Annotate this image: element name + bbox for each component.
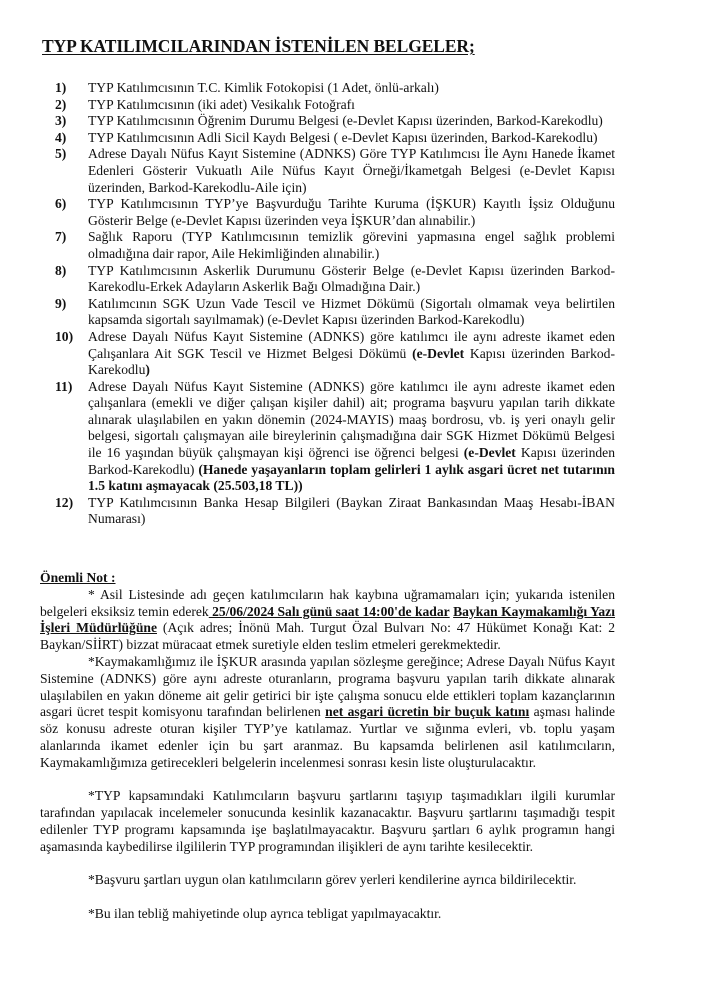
item-text-part: Kapısı üzerinden Barkod-Karekodlu) (88, 445, 615, 477)
note-text: (Açık adres; İnönü Mah. Turgut Özal Bulvarı No: 47 Hükümet Konağı Kat: 2 Baykan/SİİRT) bizzat müracaat etmek suretiyle elden teslim etmeleri gerekmektedir. (40, 620, 615, 653)
item-number: 8) (55, 262, 67, 278)
item-number: 12) (55, 494, 74, 510)
item-text: TYP Katılımcısının TYP’ye Başvurduğu Tarihte Kuruma (İŞKUR) Kayıtlı İşsiz Olduğunu Gösterir Belge (e-Devlet Kapısı üzerinden veya İŞKUR’dan alınabilir.) (88, 196, 615, 228)
item-text: TYP Katılımcısının Askerlik Durumunu Gösterir Belge (e-Devlet Kapısı üzerinden Barkod-Karekodlu-Erkek Adayların Askerlik Bağı Olmadığına Dair.) (88, 262, 615, 295)
item-text: Sağlık Raporu (TYP Katılımcısının temizlik görevini yapmasına engel sağlık problemi olmadığına dair rapor, Aile Hekimliğinden alınabilir.) (88, 229, 615, 261)
income-threshold-text: net asgari ücretin bir buçuk katını (325, 704, 530, 720)
item-text: TYP Katılımcısının Öğrenim Durumu Belgesi (e-Devlet Kapısı üzerinden, Barkod-Karekodlu) (88, 113, 603, 129)
required-documents-list (55, 80, 615, 528)
item-number: 2) (55, 96, 67, 112)
note-paragraph-1 (40, 587, 615, 654)
list-item (55, 196, 615, 229)
item-number: 9) (55, 295, 67, 311)
item-text (88, 379, 615, 495)
item-number: 3) (55, 113, 67, 129)
list-item (55, 130, 615, 147)
list-item (55, 296, 615, 329)
important-note-section (40, 570, 615, 923)
list-item (55, 80, 615, 97)
item-text (88, 329, 615, 379)
list-item (55, 146, 615, 196)
list-item (55, 97, 615, 114)
item-text-part: Kapısı üzerinden Barkod-Karekodlu (88, 345, 615, 378)
list-item (55, 263, 615, 296)
item-text-bold: (e-Devlet (412, 345, 465, 361)
item-text: TYP Katılımcısının Banka Hesap Bilgileri (Baykan Ziraat Bankasından Maaş Hesabı-İBAN Numarası) (88, 494, 615, 527)
item-text: TYP Katılımcısının T.C. Kimlik Fotokopisi (1 Adet, önlü-arkalı) (88, 80, 439, 95)
list-item (55, 329, 615, 379)
item-number: 6) (55, 196, 67, 212)
item-number: 7) (55, 229, 67, 245)
note-text: aşması halinde söz konusu adreste oturan kişiler TYP’ye katılamaz. Yurtlar ve sığınma evleri, vb. toplu yaşam alanlarında ikamet edenler için bu şart aranmaz. Bu kapsamda belirlenen asil katılımcıların, Kaymakamlığımıza getirecekleri belgelerin incelenmesi sonrası kesin liste oluşturulacaktır. (40, 704, 616, 770)
income-limit-text: (Hanede yaşayanların toplam gelirleri 1 aylık asgari ücret net tutarının 1.5 katını aşmayacak (25.503,18 TL)) (88, 461, 615, 494)
item-text: Katılımcının SGK Uzun Vade Tescil ve Hizmet Dökümü (Sigortalı olmamak veya belirtilen kapsamda sigortalı sayılmamak) (e-Devlet Kapısı üzerinden Barkod-Karekodlu) (88, 295, 615, 328)
item-text: Adrese Dayalı Nüfus Kayıt Sistemine (ADNKS) Göre TYP Katılımcısı İle Aynı Hanede İkamet Edenleri Gösterir Vukuatlı Aile Nüfus Kayıt Örneği/İkametgah Belgesi (e-Devlet Kapısı üzerinden, Barkod-Karekodlu-Aile için) (88, 146, 615, 195)
item-text-bold: (e-Devlet (463, 445, 516, 461)
item-number: 5) (55, 146, 67, 162)
item-text: TYP Katılımcısının (iki adet) Vesikalık Fotoğrafı (88, 96, 355, 112)
item-text-bold: ) (145, 362, 150, 378)
note-text: *Kaymakamlığımız ile İŞKUR arasında yapılan sözleşme gereğince; Adrese Dayalı Nüfus Kayıt Sistemine (ADNKS) göre aynı adreste oturanların, programa başvuru yapılan tarih dikkate alınarak ulaşılabilen en yakın döneme ait gelir getirici bir işte çalışma sonucu elde ettikleri toplam kazançlarının asgari ücret tespit komisyonu tarafından belirlenen (40, 653, 615, 720)
item-number: 11) (55, 378, 73, 394)
note-paragraph-3: *TYP kapsamındaki Katılımcıların başvuru şartlarını taşıyıp taşımadıkları ilgili kurumlar tarafından yapılacak incelemeler sonucunda kesinlik kazanacaktır. Başvuru şartlarını taşımadığı tespit edilenler TYP programı kapsamında işe başlatılmayacaktır. Başvuru şartları 6 aylık programın hangi aşamasında kaybedilirse ilgililerin TYP programından ilişikleri de aynı tarihte kesilecektir. (40, 788, 615, 854)
office-text: Baykan Kaymakamlığı Yazı İşleri Müdürlüğüne (40, 603, 615, 636)
note-paragraph-4: *Başvuru şartları uygun olan katılımcıların görev yerleri kendilerine ayrıca bildirilecektir. (88, 872, 577, 888)
item-text-part: Adrese Dayalı Nüfus Kayıt Sistemine (ADNKS) göre katılımcı ile aynı adreste ikamet eden Çalışanlara Ait SGK Tescil ve Hizmet Belgesi Dökümü (88, 328, 615, 361)
item-number: 10) (55, 328, 74, 344)
item-number: 4) (55, 129, 67, 145)
list-item (55, 495, 615, 528)
deadline-text: 25/06/2024 Salı günü saat 14:00'de kadar (208, 603, 450, 619)
item-text: TYP Katılımcısının Adli Sicil Kaydı Belgesi ( e-Devlet Kapısı üzerinden, Barkod-Karekodlu) (88, 129, 598, 145)
note-heading: Önemli Not : (40, 570, 116, 585)
note-paragraph-2 (40, 654, 615, 772)
note-paragraph-5: *Bu ilan tebliğ mahiyetinde olup ayrıca tebligat yapılmayacaktır. (88, 905, 442, 921)
list-item (55, 379, 615, 495)
list-item (55, 229, 615, 262)
list-item (55, 113, 615, 130)
item-text-part: Adrese Dayalı Nüfus Kayıt Sistemine (ADNKS) göre katılımcı ile aynı adreste ikamet eden çalışanlara (emekli ve diğer çalışan kişiler dahil) ait; programa başvuru yapılan tarih dikkate alınarak ulaşılabilen en yakın dönemin (2024-MAYIS) maaş bordrosu, vb. iş yeri onaylı gelir belgesi, sigortalı çalışmayan aile bireylerinin çalışmadığına dair SGK Hizmet Dökümü Belgesi ile 16 yaşından büyük çalışmayan kişi öğrenci ise öğrenci belgesi (88, 378, 615, 461)
note-text: * Asil Listesinde adı geçen katılımcıların hak kaybına uğramamaları için; yukarıda istenilen belgeleri eksiksiz temin ederek (40, 586, 615, 619)
item-number: 1) (55, 80, 67, 95)
document-title: TYP KATILIMCILARINDAN İSTENİLEN BELGELER; (42, 36, 475, 56)
